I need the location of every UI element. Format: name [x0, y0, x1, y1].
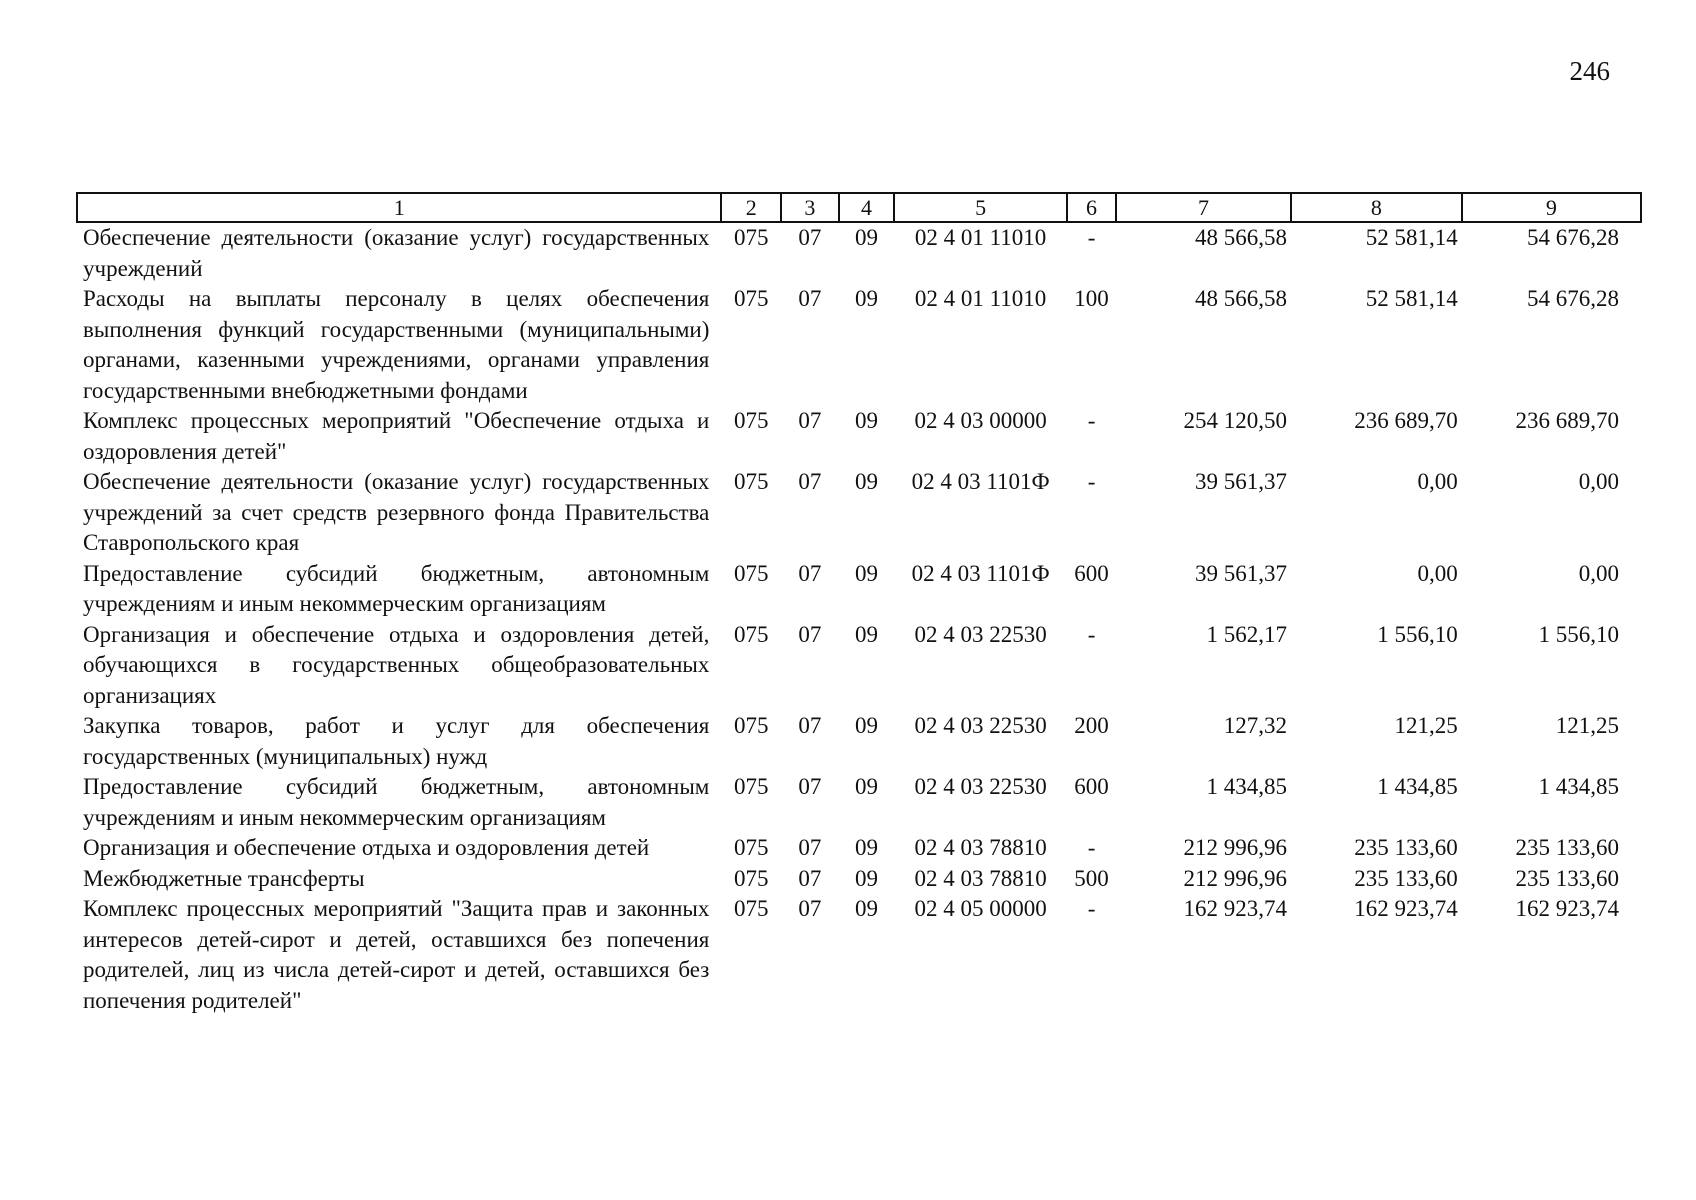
table-row — [77, 620, 1641, 712]
table-row — [77, 833, 1641, 864]
amount-col-7: 48 566,58 — [1195, 286, 1288, 311]
expense-name: Организация и обеспечение отдыха и оздоровления детей, обучающихся в государственных общеобразовательных организациях — [83, 621, 710, 708]
amount-col-9: 0,00 — [1578, 469, 1619, 494]
subsection-code: 09 — [854, 286, 878, 311]
target-article-code: 02 4 03 1101Ф — [911, 560, 1050, 586]
amount-col-7: 212 996,96 — [1183, 835, 1288, 860]
expense-name: Комплекс процессных мероприятий "Обеспечение отдыха и оздоровления детей" — [83, 408, 710, 464]
amount-col-8: 52 581,14 — [1365, 286, 1458, 311]
column-number-row — [77, 193, 1641, 222]
expense-type-code: - — [1087, 896, 1096, 921]
expense-type-code: 500 — [1074, 865, 1109, 891]
target-article-code: 02 4 03 22530 — [914, 621, 1047, 647]
target-article-code: 02 4 03 78810 — [914, 835, 1047, 860]
amount-col-7: 254 120,50 — [1183, 408, 1288, 433]
section-code: 07 — [798, 896, 822, 921]
section-code: 07 — [798, 225, 822, 250]
expense-name: Обеспечение деятельности (оказание услуг) государственных учреждений — [83, 225, 710, 281]
section-code: 07 — [798, 560, 822, 586]
column-header: 5 — [894, 193, 1067, 222]
table-row — [77, 864, 1641, 895]
expense-type-code: - — [1087, 469, 1096, 494]
table-row — [77, 284, 1641, 406]
ministry-code: 075 — [733, 560, 769, 586]
expense-name: Предоставление субсидий бюджетным, автономным учреждениям и иным некоммерческим организациям — [83, 774, 710, 830]
amount-col-9: 1 434,85 — [1538, 774, 1619, 799]
target-article-code: 02 4 03 1101Ф — [911, 469, 1050, 494]
column-header: 7 — [1116, 193, 1291, 222]
column-header: 2 — [721, 193, 781, 222]
amount-col-9: 0,00 — [1578, 560, 1619, 586]
table-row — [77, 894, 1641, 1016]
expense-name: Межбюджетные трансферты — [83, 865, 365, 891]
amount-col-8: 235 133,60 — [1354, 835, 1458, 860]
ministry-code: 075 — [733, 408, 769, 433]
section-code: 07 — [798, 469, 822, 494]
amount-col-7: 162 923,74 — [1183, 896, 1288, 921]
subsection-code: 09 — [854, 469, 878, 494]
target-article-code: 02 4 03 22530 — [914, 713, 1047, 738]
section-code: 07 — [798, 408, 822, 433]
expense-name: Закупка товаров, работ и услуг для обеспечения государственных (муниципальных) нужд — [83, 713, 710, 769]
column-header: 6 — [1067, 193, 1116, 222]
ministry-code: 075 — [733, 835, 769, 860]
amount-col-9: 121,25 — [1555, 713, 1619, 738]
amount-col-8: 162 923,74 — [1354, 896, 1458, 921]
amount-col-8: 121,25 — [1394, 713, 1458, 738]
target-article-code: 02 4 03 00000 — [914, 408, 1047, 433]
amount-col-9: 235 133,60 — [1515, 865, 1619, 891]
amount-col-8: 236 689,70 — [1354, 408, 1458, 433]
amount-col-7: 127,32 — [1223, 713, 1288, 738]
section-code: 07 — [798, 865, 822, 891]
amount-col-9: 1 556,10 — [1538, 621, 1619, 647]
amount-col-8: 1 434,85 — [1377, 774, 1458, 799]
expense-type-code: - — [1087, 835, 1096, 860]
expense-name: Расходы на выплаты персоналу в целях обеспечения выполнения функций государственными (муниципальными) органами, казенными учреждениями, органами управления государственными внебюджетными фондами — [83, 286, 710, 403]
expense-type-code: 100 — [1074, 286, 1109, 311]
section-code: 07 — [798, 621, 822, 647]
expense-type-code: 200 — [1074, 713, 1109, 738]
subsection-code: 09 — [854, 408, 878, 433]
section-code: 07 — [798, 774, 822, 799]
target-article-code: 02 4 01 11010 — [914, 286, 1047, 311]
ministry-code: 075 — [733, 286, 769, 311]
amount-col-8: 0,00 — [1417, 469, 1458, 494]
amount-col-9: 54 676,28 — [1527, 286, 1619, 311]
amount-col-7: 1 434,85 — [1206, 774, 1288, 799]
column-header: 1 — [77, 193, 721, 222]
table-header — [77, 193, 1641, 222]
amount-col-9: 162 923,74 — [1515, 896, 1619, 921]
amount-col-9: 236 689,70 — [1515, 408, 1619, 433]
table-row — [77, 772, 1641, 833]
table-body — [77, 222, 1641, 1016]
target-article-code: 02 4 01 11010 — [914, 225, 1047, 250]
expense-type-code: - — [1087, 225, 1096, 250]
budget-table — [76, 192, 1642, 1016]
amount-col-8: 1 556,10 — [1377, 621, 1458, 647]
target-article-code: 02 4 03 78810 — [914, 865, 1047, 891]
page-number: 246 — [1569, 56, 1610, 86]
expense-type-code: 600 — [1074, 560, 1109, 586]
target-article-code: 02 4 03 22530 — [914, 774, 1047, 799]
amount-col-8: 0,00 — [1417, 560, 1458, 586]
amount-col-8: 52 581,14 — [1365, 225, 1458, 250]
section-code: 07 — [798, 286, 822, 311]
expense-name: Предоставление субсидий бюджетным, автономным учреждениям и иным некоммерческим организациям — [83, 560, 710, 616]
amount-col-9: 54 676,28 — [1527, 225, 1619, 250]
amount-col-7: 39 561,37 — [1195, 469, 1288, 494]
column-header: 8 — [1291, 193, 1462, 222]
expense-type-code: - — [1087, 408, 1096, 433]
column-header: 3 — [781, 193, 839, 222]
ministry-code: 075 — [733, 713, 769, 738]
subsection-code: 09 — [854, 560, 878, 586]
table-row — [77, 222, 1641, 284]
expense-type-code: 600 — [1074, 774, 1109, 799]
subsection-code: 09 — [854, 835, 878, 860]
ministry-code: 075 — [733, 469, 769, 494]
ministry-code: 075 — [733, 225, 769, 250]
subsection-code: 09 — [854, 774, 878, 799]
expense-name: Комплекс процессных мероприятий "Защита прав и законных интересов детей-сирот и детей, оставшихся без попечения родителей, лиц из числа детей-сирот и детей, оставшихся без попечения родителей" — [83, 896, 710, 1013]
table-row — [77, 711, 1641, 772]
ministry-code: 075 — [733, 865, 769, 891]
amount-col-7: 48 566,58 — [1195, 225, 1288, 250]
column-header: 4 — [839, 193, 894, 222]
amount-col-9: 235 133,60 — [1515, 835, 1619, 860]
amount-col-8: 235 133,60 — [1354, 865, 1458, 891]
amount-col-7: 1 562,17 — [1206, 621, 1288, 647]
target-article-code: 02 4 05 00000 — [914, 896, 1047, 921]
subsection-code: 09 — [854, 713, 878, 738]
expense-name: Обеспечение деятельности (оказание услуг) государственных учреждений за счет средств резервного фонда Правительства Ставропольского края — [83, 469, 710, 555]
amount-col-7: 212 996,96 — [1183, 865, 1288, 891]
expense-name: Организация и обеспечение отдыха и оздоровления детей — [83, 835, 650, 860]
section-code: 07 — [798, 835, 822, 860]
table-row — [77, 406, 1641, 467]
subsection-code: 09 — [854, 896, 878, 921]
column-header: 9 — [1462, 193, 1641, 222]
expense-type-code: - — [1087, 621, 1096, 647]
amount-col-7: 39 561,37 — [1195, 560, 1288, 586]
subsection-code: 09 — [854, 865, 878, 891]
ministry-code: 075 — [733, 896, 769, 921]
ministry-code: 075 — [733, 621, 769, 647]
table-row — [77, 467, 1641, 559]
ministry-code: 075 — [733, 774, 769, 799]
section-code: 07 — [798, 713, 822, 738]
subsection-code: 09 — [854, 225, 878, 250]
subsection-code: 09 — [854, 621, 878, 647]
table-row — [77, 559, 1641, 620]
